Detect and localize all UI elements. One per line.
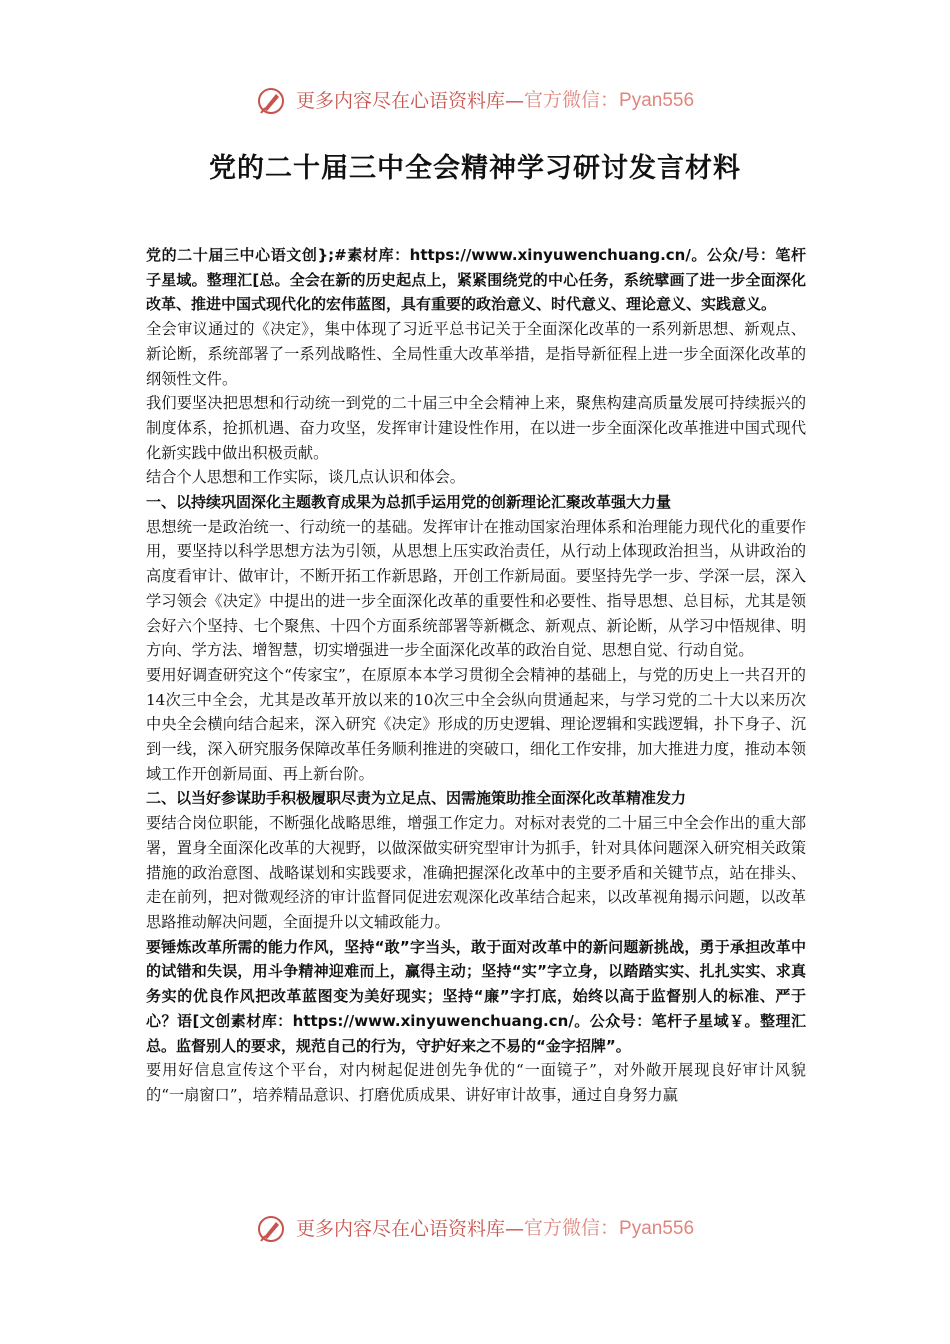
banner-prefix: 更多内容尽在心语资料库 [296, 1218, 506, 1240]
banner-wechat: 官方微信：Pyan556 [524, 90, 695, 111]
document-body [146, 243, 806, 1108]
paragraph: 要结合岗位职能，不断强化战略思维，增强工作定力。对标对表党的二十届三中全会作出的重大部署，置身全面深化改革的大视野，以做深做实研究型审计为抓手，针对具体问题深入研究相关政策措施的政治意图、战略谋划和实践要求，准确把握深化改革中的主要矛盾和关键节点，站在排头、走在前列，把对微观经济的审计监督同促进宏观深化改革结合起来，以改革视角揭示问题，以改革思路推动解决问题，全面提升以文辅政能力。 [146, 814, 806, 931]
section-heading: 一、以持续巩固深化主题教育成果为总抓手运用党的创新理论汇聚改革强大力量 [146, 493, 672, 512]
footer-watermark-banner [0, 1214, 950, 1244]
pen-logo-icon [256, 1214, 286, 1244]
document-title: 党的二十届三中全会精神学习研讨发言材料 [209, 153, 741, 184]
paragraph: 要锤炼改革所需的能力作风，坚持“敢”字当头，敢于面对改革中的新问题新挑战，勇于承担改革中的试错和失误，用斗争精神迎难而上，赢得主动；坚持“实”字立身，以踏踏实实、扎扎实实、求真务实的优良作风把改革蓝图变为美好现实；坚持“廉”字打底，始终以高于监督别人的标准、严于心？语[文创素材库：https://www.xinyuwenchuang.cn/。公众号：笔杆子星域￥。整理汇总。监督别人的要求，规范自己的行为，守护好来之不易的“金字招牌”。 [146, 937, 806, 1055]
paragraph: 思想统一是政治统一、行动统一的基础。发挥审计在推动国家治理体系和治理能力现代化的重要作用，要坚持以科学思想方法为引领，从思想上压实政治责任，从行动上体现政治担当，从讲政治的高度看审计、做审计，不断开拓工作新思路，开创工作新局面。要坚持先学一步、学深一层，深入学习领会《决定》中提出的进一步全面深化改革的重要性和必要性、指导思想、总目标，尤其是领会好六个坚持、七个聚焦、十四个方面系统部署等新概念、新观点、新论断，从学习中悟规律、明方向、学方法、增智慧，切实增强进一步全面深化改革的政治自觉、思想自觉、行动自觉。 [146, 517, 806, 660]
section-heading: 二、以当好参谋助手积极履职尽责为立足点、因需施策助推全面深化改革精准发力 [146, 789, 687, 808]
banner-prefix: 更多内容尽在心语资料库 [296, 90, 506, 112]
paragraph: 要用好调查研究这个“传家宝”，在原原本本学习贯彻全会精神的基础上，与党的历史上一共召开的14次三中全会，尤其是改革开放以来的10次三中全会纵向贯通起来，与学习党的二十大以来历次中央全会横向结合起来，深入研究《决定》形成的历史逻辑、理论逻辑和实践逻辑，扑下身子、沉到一线，深入研究服务保障改革任务顺利推进的突破口，细化工作安排，加大推进力度，推动本领域工作开创新局面、再上新台阶。 [146, 665, 806, 783]
paragraph: 我们要坚决把思想和行动统一到党的二十届三中全会精神上来，聚焦构建高质量发展可持续振兴的制度体系，抢抓机遇、奋力攻坚，发挥审计建设性作用，在以进一步全面深化改革推进中国式现代化新实践中做出积极贡献。 [146, 394, 806, 462]
banner-wechat: 官方微信：Pyan556 [524, 1218, 695, 1239]
banner-separator: — [505, 1218, 525, 1240]
paragraph: 要用好信息宣传这个平台，对内树起促进创先争优的“一面镜子”，对外敞开展现良好审计风貌的“一扇窗口”，培养精品意识、打磨优质成果、讲好审计故事，通过自身努力赢 [146, 1061, 806, 1104]
paragraph: 全会审议通过的《决定》，集中体现了习近平总书记关于全面深化改革的一系列新思想、新观点、新论断，系统部署了一系列战略性、全局性重大改革举措，是指导新征程上进一步全面深化改革的纲领性文件。 [146, 320, 806, 388]
header-watermark-banner [0, 86, 950, 116]
banner-separator: — [505, 90, 525, 112]
paragraph: 结合个人思想和工作实际，谈几点认识和体会。 [146, 468, 465, 487]
paragraph: 党的二十届三中心语文创};#素材库：https://www.xinyuwenchuang.cn/。公众/号：笔杆子星域。整理汇[总。全会在新的历史起点上，紧紧围绕党的中心任务，系统擘画了进一步全面深化改革、推进中国式现代化的宏伟蓝图，具有重要的政治意义、时代意义、理论意义、实践意义。 [146, 246, 806, 314]
pen-logo-icon [256, 86, 286, 116]
